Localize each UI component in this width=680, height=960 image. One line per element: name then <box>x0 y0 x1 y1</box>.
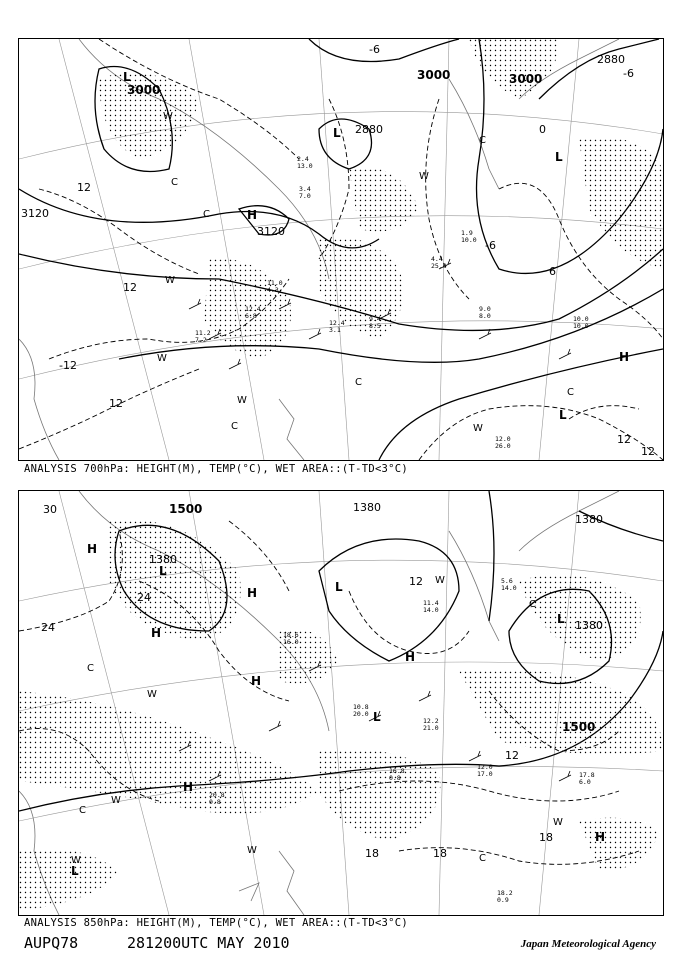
svg-text:20.8: 20.8 <box>209 791 225 799</box>
svg-text:1.9: 1.9 <box>461 229 473 237</box>
temp-label: 18 <box>433 847 447 860</box>
svg-text:0.8: 0.8 <box>209 798 221 806</box>
warm-center-mark: W <box>163 111 173 122</box>
height-label: 1380 <box>353 501 381 514</box>
high-pressure-mark: H <box>151 626 162 640</box>
chart-id: AUPQ78 <box>24 934 79 952</box>
svg-text:18.6: 18.6 <box>283 631 299 639</box>
svg-text:5.6: 5.6 <box>501 577 513 585</box>
temp-label: -6 <box>485 239 496 252</box>
station-plot <box>479 305 491 320</box>
height-label: 1500 <box>169 502 203 516</box>
station-plot <box>573 315 589 330</box>
svg-text:17.8: 17.8 <box>579 771 595 779</box>
high-pressure-mark: H <box>595 830 606 844</box>
svg-text:7.2: 7.2 <box>195 336 207 344</box>
temp-label: 12 <box>409 575 423 588</box>
station-plot <box>297 155 313 170</box>
height-label: 2880 <box>355 123 383 136</box>
caption-850hpa: ANALYSIS 850hPa: HEIGHT(M), TEMP(°C), WET AREA::(T-TD<3°C) <box>24 917 409 929</box>
svg-text:2.4: 2.4 <box>297 155 309 163</box>
svg-text:26.0: 26.0 <box>495 442 511 450</box>
svg-text:14.0: 14.0 <box>501 584 517 592</box>
temp-label: 6 <box>549 265 556 278</box>
warm-center-mark: W <box>237 395 247 406</box>
svg-text:12.2: 12.2 <box>423 717 439 725</box>
svg-text:12.0: 12.0 <box>477 763 493 771</box>
station-plot <box>431 255 447 270</box>
warm-center-mark: W <box>157 353 167 364</box>
chart-700hpa <box>18 38 664 461</box>
temp-label: 12 <box>77 181 91 194</box>
height-label: 3000 <box>417 68 451 82</box>
station-plot <box>283 631 299 646</box>
cold-center-mark: C <box>529 599 536 610</box>
valid-time: 281200UTC MAY 2010 <box>127 934 290 952</box>
svg-text:16.0: 16.0 <box>283 638 299 646</box>
svg-text:17.0: 17.0 <box>477 770 493 778</box>
svg-text:0.8: 0.8 <box>389 774 401 782</box>
height-label: 1380 <box>575 513 603 526</box>
low-pressure-mark: L <box>123 70 131 84</box>
low-pressure-mark: L <box>373 710 381 724</box>
agency-name: Japan Meteorological Agency <box>520 938 656 950</box>
svg-text:13.0: 13.0 <box>297 162 313 170</box>
station-plot <box>329 319 345 334</box>
svg-text:12.0: 12.0 <box>495 435 511 443</box>
low-pressure-mark: L <box>559 408 567 422</box>
svg-text:3.4: 3.4 <box>299 185 311 193</box>
cold-center-mark: C <box>79 805 86 816</box>
temp-label: 30 <box>43 503 57 516</box>
high-pressure-mark: H <box>247 208 258 222</box>
low-pressure-mark: L <box>555 150 563 164</box>
map-700hpa <box>19 39 663 460</box>
temp-label: 24 <box>137 591 151 604</box>
station-plot <box>579 771 595 786</box>
svg-text:4.4: 4.4 <box>431 255 443 263</box>
station-plot <box>423 599 439 614</box>
svg-text:11.4: 11.4 <box>423 599 439 607</box>
map-850hpa <box>19 491 663 915</box>
cold-center-mark: C <box>479 135 486 146</box>
temp-label: 0 <box>539 123 546 136</box>
svg-text:18.2: 18.2 <box>497 889 513 897</box>
svg-text:6.8: 6.8 <box>245 312 257 320</box>
wet-areas <box>99 39 663 359</box>
warm-center-mark: W <box>435 575 445 586</box>
cold-center-mark: C <box>203 209 210 220</box>
svg-text:6.0: 6.0 <box>579 778 591 786</box>
high-pressure-mark: H <box>619 350 630 364</box>
high-pressure-mark: H <box>183 780 194 794</box>
temp-label: 18 <box>539 831 553 844</box>
station-plot <box>353 703 369 718</box>
svg-text:9.4: 9.4 <box>369 315 381 323</box>
svg-text:8.5: 8.5 <box>369 322 381 330</box>
svg-text:11.2: 11.2 <box>195 329 211 337</box>
cold-center-mark: C <box>355 377 362 388</box>
warm-center-mark: W <box>71 855 81 866</box>
low-pressure-mark: L <box>71 864 79 878</box>
station-plot <box>195 329 211 344</box>
warm-center-mark: W <box>165 275 175 286</box>
low-pressure-mark: L <box>335 580 343 594</box>
temp-label: 12 <box>123 281 137 294</box>
svg-text:12.4: 12.4 <box>329 319 345 327</box>
temp-label: 12 <box>505 749 519 762</box>
svg-text:20.0: 20.0 <box>353 710 369 718</box>
height-label: 3000 <box>127 83 161 97</box>
cold-center-mark: C <box>567 387 574 398</box>
station-plot <box>477 763 493 778</box>
svg-text:10.0: 10.0 <box>461 236 477 244</box>
temp-label: 12 <box>641 445 655 458</box>
cold-center-mark: C <box>87 663 94 674</box>
high-pressure-mark: H <box>405 650 416 664</box>
svg-text:0.9: 0.9 <box>497 896 509 904</box>
station-plot <box>461 229 477 244</box>
height-label: 1380 <box>149 553 177 566</box>
station-plot <box>369 315 381 330</box>
svg-text:4.3: 4.3 <box>267 286 279 294</box>
station-plot <box>497 889 513 904</box>
temp-label: -12 <box>59 359 77 372</box>
cold-center-mark: C <box>171 177 178 188</box>
svg-text:3.1: 3.1 <box>329 326 341 334</box>
high-pressure-mark: H <box>87 542 98 556</box>
svg-text:10.0: 10.0 <box>573 322 589 330</box>
svg-text:25.0: 25.0 <box>431 262 447 270</box>
svg-text:7.0: 7.0 <box>299 192 311 200</box>
svg-text:14.0: 14.0 <box>423 606 439 614</box>
cold-center-mark: C <box>479 853 486 864</box>
caption-700hpa: ANALYSIS 700hPa: HEIGHT(M), TEMP(°C), WET AREA::(T-TD<3°C) <box>24 463 409 475</box>
height-label: 1380 <box>575 619 603 632</box>
warm-center-mark: W <box>247 845 257 856</box>
temp-label: 24 <box>41 621 55 634</box>
warm-center-mark: W <box>553 817 563 828</box>
svg-text:16.8: 16.8 <box>389 767 405 775</box>
svg-text:8.0: 8.0 <box>479 312 491 320</box>
station-plot <box>501 577 517 592</box>
high-pressure-mark: H <box>251 674 262 688</box>
cold-center-mark: C <box>231 421 238 432</box>
height-label: 3120 <box>257 225 285 238</box>
temp-label: 12 <box>109 397 123 410</box>
low-pressure-mark: L <box>557 612 565 626</box>
wet-areas <box>19 520 663 911</box>
height-label: 3120 <box>21 207 49 220</box>
temp-label: 18 <box>365 847 379 860</box>
temp-label: -6 <box>369 43 380 56</box>
svg-text:9.0: 9.0 <box>479 305 491 313</box>
warm-center-mark: W <box>111 795 121 806</box>
svg-text:10.0: 10.0 <box>573 315 589 323</box>
svg-text:21.0: 21.0 <box>423 724 439 732</box>
station-plot <box>423 717 439 732</box>
station-plot <box>495 435 511 450</box>
chart-850hpa <box>18 490 664 916</box>
warm-center-mark: W <box>419 171 429 182</box>
height-label: 1500 <box>562 720 596 734</box>
svg-text:10.8: 10.8 <box>353 703 369 711</box>
low-pressure-mark: L <box>159 564 167 578</box>
high-pressure-mark: H <box>247 586 258 600</box>
warm-center-mark: W <box>473 423 483 434</box>
height-label: 3000 <box>509 72 543 86</box>
temp-label: -6 <box>623 67 634 80</box>
low-pressure-mark: L <box>333 126 341 140</box>
svg-text:11.0: 11.0 <box>267 279 283 287</box>
svg-text:12.4: 12.4 <box>245 305 261 313</box>
temp-label: 12 <box>617 433 631 446</box>
height-label: 2880 <box>597 53 625 66</box>
warm-center-mark: W <box>147 689 157 700</box>
station-plot <box>299 185 311 200</box>
